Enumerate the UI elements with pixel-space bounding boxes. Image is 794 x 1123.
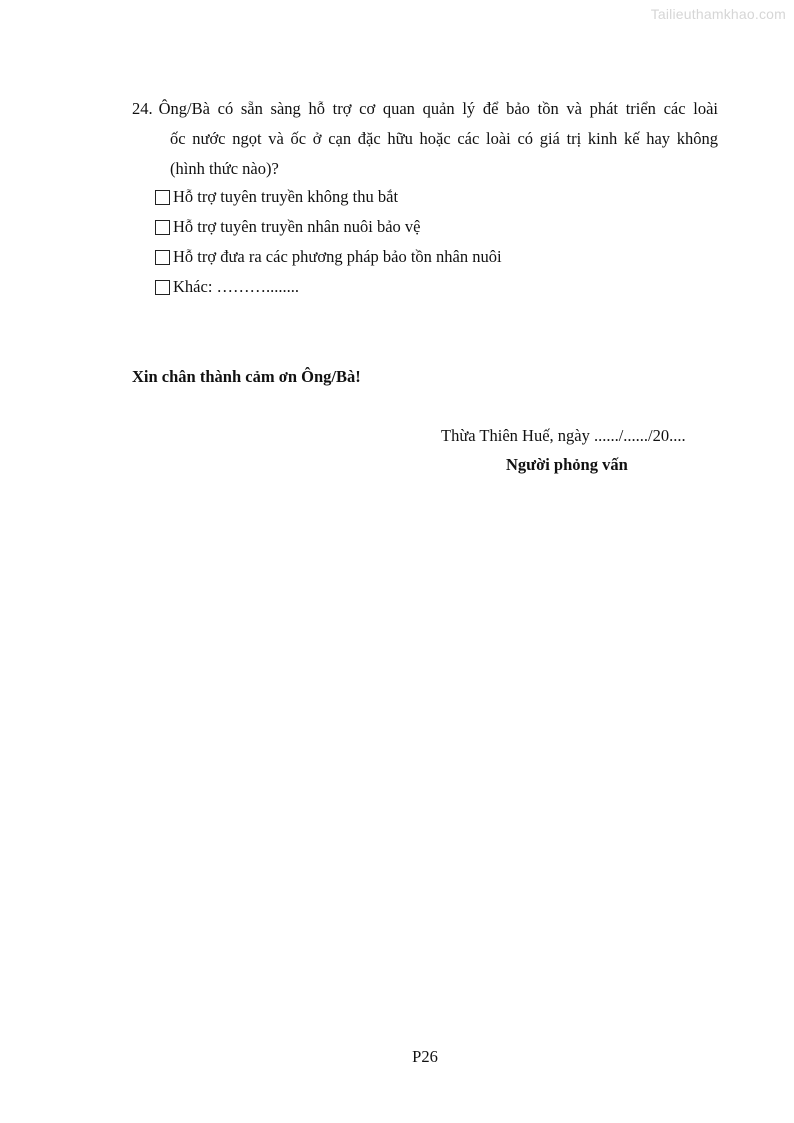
question-text-line-1: Ông/Bà có sẵn sàng hỗ trợ cơ quan quản lý để bảo tồn và phát triển các loài	[158, 99, 718, 118]
question-number: 24.	[132, 99, 153, 118]
page-number: P26	[412, 1047, 438, 1066]
thank-you-note: Xin chân thành cảm ơn Ông/Bà!	[132, 367, 361, 386]
checkbox[interactable]	[155, 250, 170, 265]
option-breeding-propaganda	[155, 212, 502, 242]
option-label: Hỗ trợ tuyên truyền không thu bắt	[173, 187, 399, 206]
question-24	[132, 94, 718, 184]
question-line-1	[132, 94, 718, 124]
checkbox[interactable]	[155, 280, 170, 295]
option-label: Hỗ trợ đưa ra các phương pháp bảo tồn nhân nuôi	[173, 247, 502, 266]
checkbox[interactable]	[155, 190, 170, 205]
option-conservation-methods	[155, 242, 502, 272]
answer-options	[155, 182, 502, 302]
option-label: Khác: ………........	[173, 277, 300, 296]
option-label: Hỗ trợ tuyên truyền nhân nuôi bảo vệ	[173, 217, 421, 236]
checkbox[interactable]	[155, 220, 170, 235]
question-text-line-3: (hình thức nào)?	[170, 159, 279, 178]
watermark-text: Tailieuthamkhao.com	[650, 6, 786, 22]
option-other	[155, 272, 502, 302]
question-text-line-2: ốc nước ngọt và ốc ở cạn đặc hữu hoặc các loài có giá trị kinh kế hay không	[170, 129, 718, 148]
interviewer-label: Người phỏng vấn	[506, 455, 628, 474]
place-date-line: Thừa Thiên Huế, ngày ....../....../20....	[441, 426, 686, 445]
option-no-capture-propaganda	[155, 182, 502, 212]
